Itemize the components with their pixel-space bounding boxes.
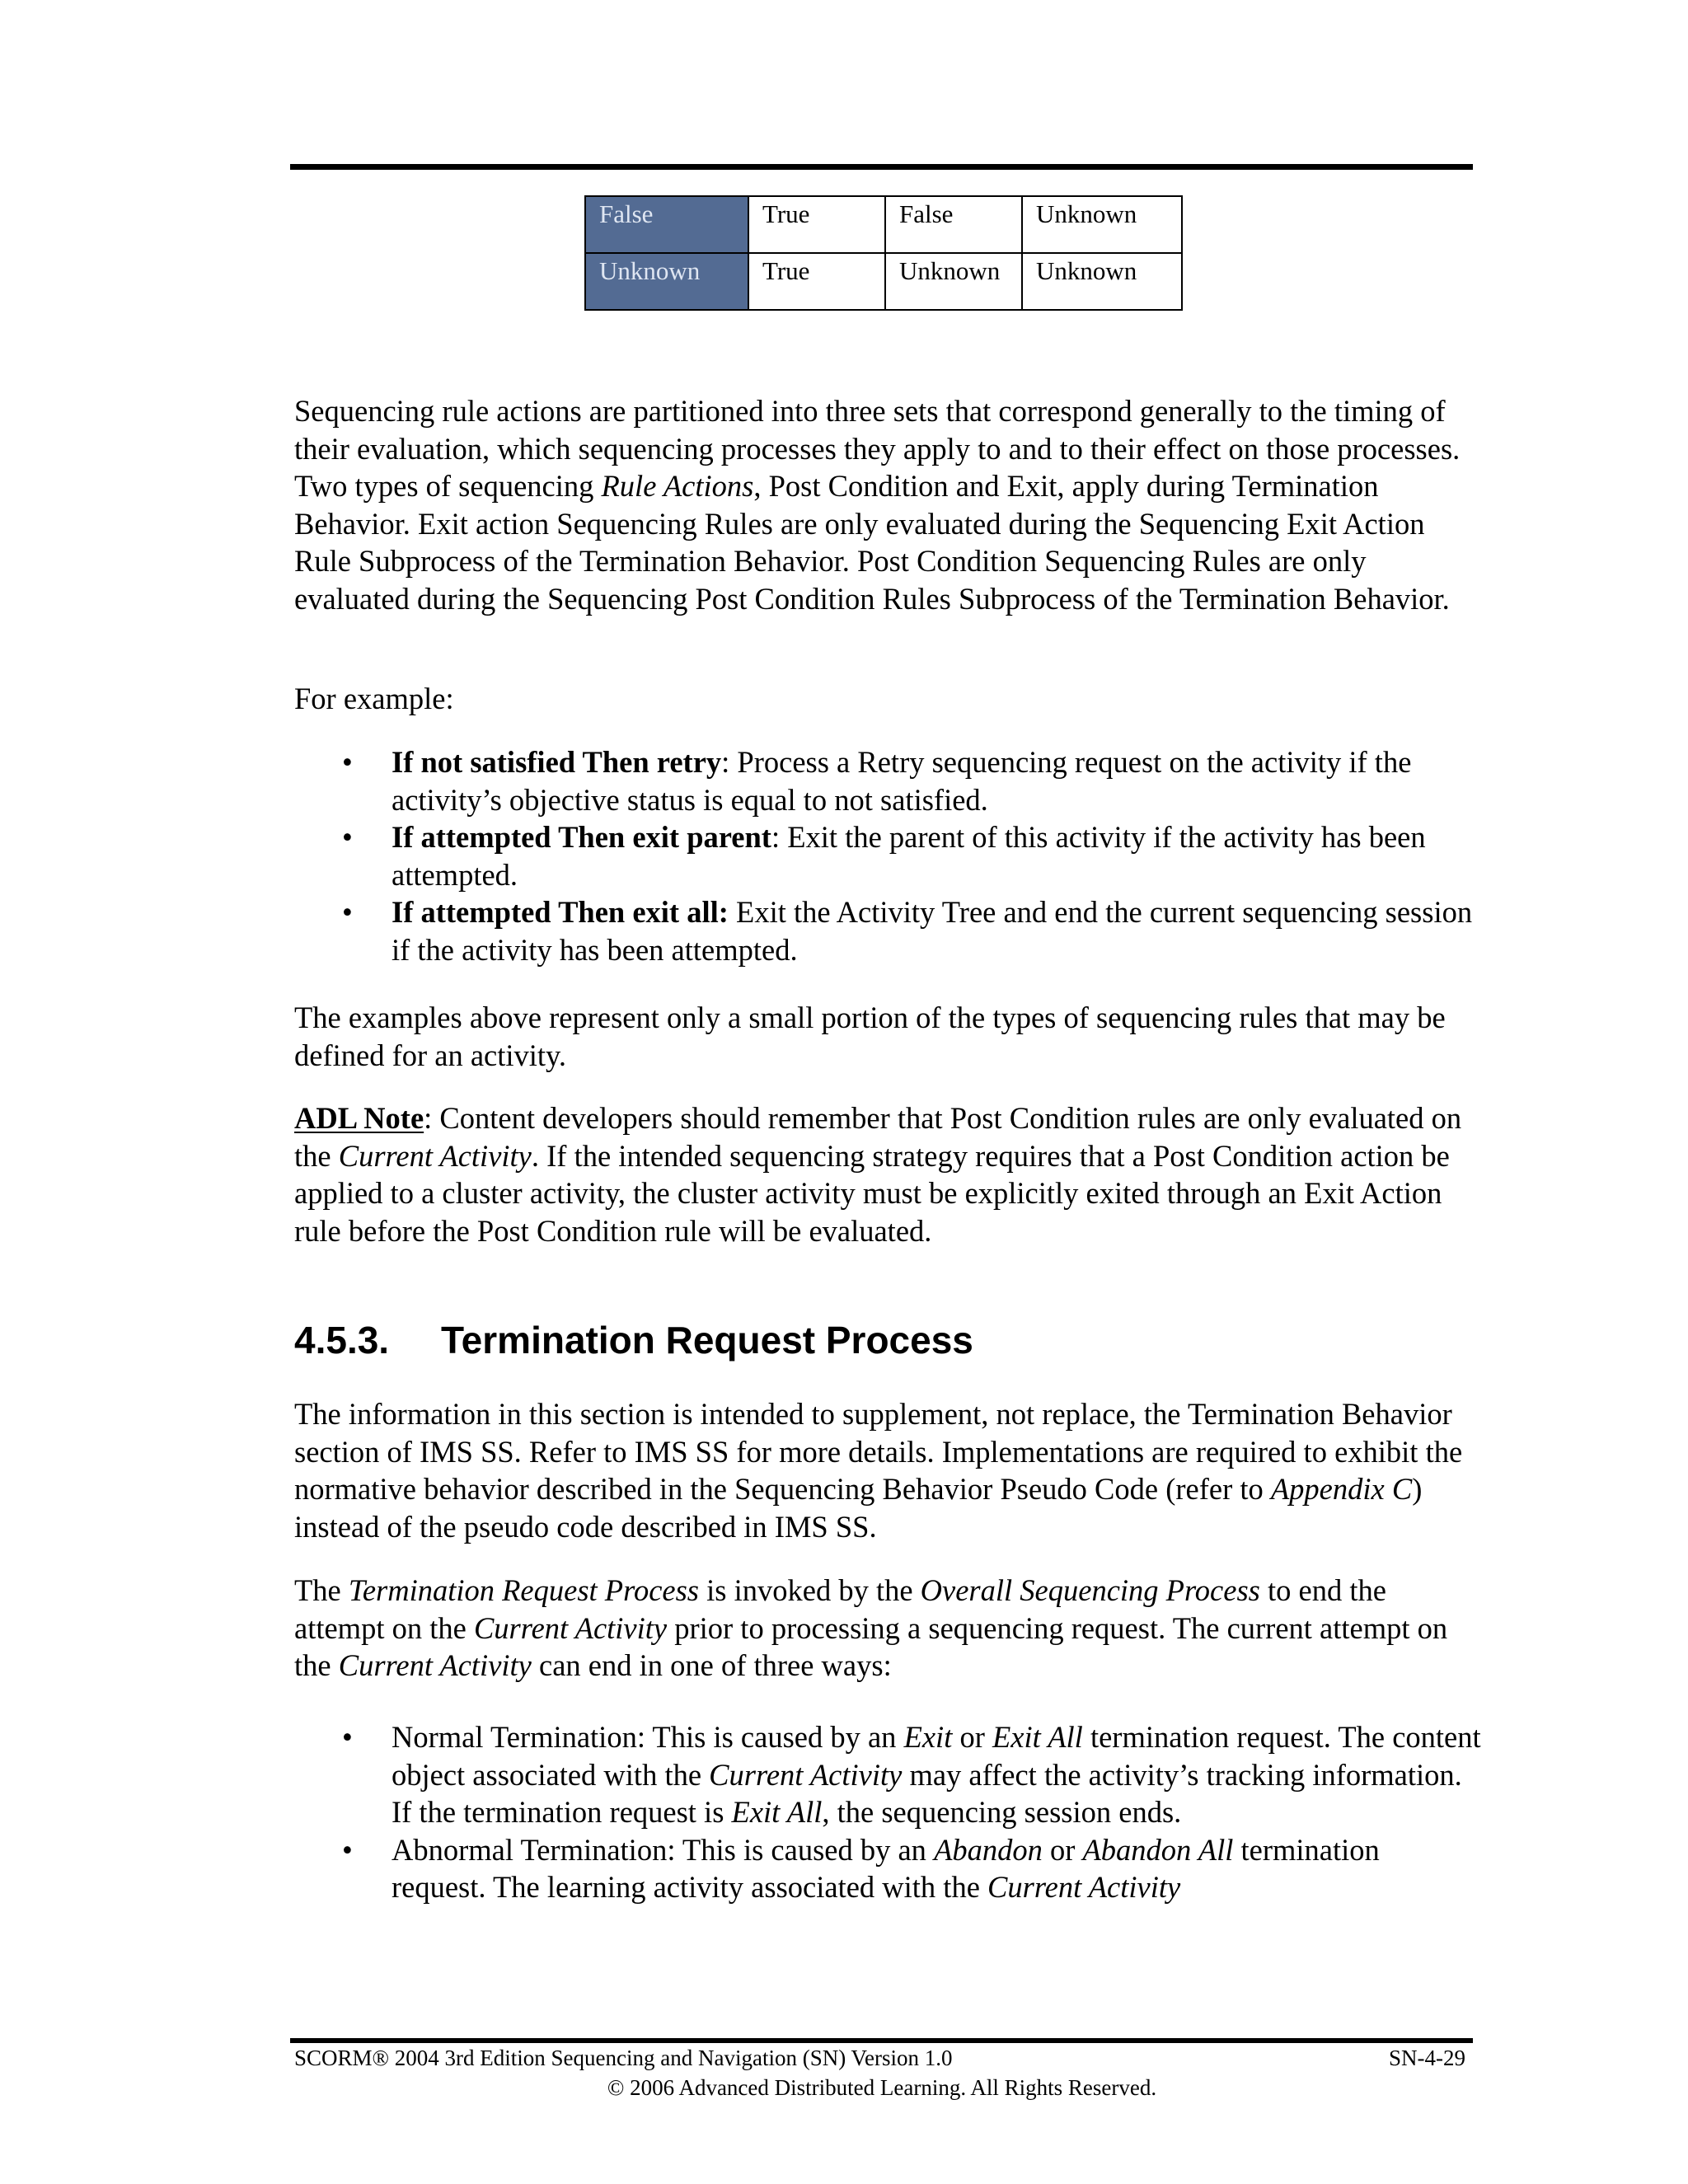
term-exit-all: Exit All [992, 1720, 1083, 1754]
text-run: can end in one of three ways: [531, 1648, 892, 1683]
table-cell: True [748, 253, 885, 310]
rule-actions-paragraph [294, 392, 1481, 618]
text-run: termination request. The content object associated with the [392, 1720, 1481, 1792]
text-run: . If the intended sequencing strategy requires that a Post Condition action be applied to a cluster activity, the cluster activity must be explicitly exited through an Exit Action rule before the Post Condition rule will be evaluated. [294, 1138, 1450, 1248]
text-run: or [1042, 1832, 1083, 1867]
rule-description: Exit the Activity Tree and end the current sequencing session if the activity has been attempted. [392, 895, 1473, 967]
termination-types-list [294, 1718, 1481, 1906]
text-run: ) instead of the pseudo code described in IMS SS. [294, 1472, 1423, 1544]
text-run: termination request. The learning activity associated with the [392, 1832, 1380, 1905]
term-exit-all: Exit All [731, 1795, 823, 1830]
table-row [585, 196, 1182, 253]
section-number: 4.5.3. [294, 1319, 390, 1361]
footer-copyright [0, 2074, 1688, 2102]
term-abandon: Abandon [934, 1832, 1043, 1867]
term-current-activity: Current Activity [709, 1757, 903, 1792]
bullet-icon: • [342, 820, 353, 855]
example-rules-list [294, 743, 1481, 969]
text-run: is invoked by the [699, 1573, 921, 1607]
list-item [294, 1718, 1481, 1831]
adl-note-label: ADL Note [294, 1101, 424, 1135]
table-row [585, 253, 1182, 310]
header-rule [290, 164, 1473, 170]
term-overall-sequencing-process: Overall Sequencing Process [920, 1573, 1260, 1607]
text-run: prior to processing a sequencing request. The current attempt on the [294, 1610, 1448, 1683]
page-number: SN-4-29 [1389, 2046, 1465, 2070]
table-cell: Unknown [885, 253, 1022, 310]
list-item [294, 893, 1481, 968]
section-title: Termination Request Process [441, 1319, 973, 1361]
examples-summary: The examples above represent only a small portion of the types of sequencing rules that may be defined for an activity. [294, 1001, 1446, 1072]
bullet-icon: • [342, 1720, 353, 1754]
text-run: , the sequencing session ends. [822, 1795, 1182, 1830]
bullet-icon: • [342, 1832, 353, 1867]
for-example-label: For example: [294, 682, 454, 715]
copyright-text: © 2006 Advanced Distributed Learning. All Rights Reserved. [607, 2075, 1157, 2100]
truth-table [584, 195, 1183, 311]
row-header: False [585, 196, 748, 253]
bullet-icon: • [342, 745, 353, 779]
text-run: The [294, 1573, 349, 1607]
footer-rule [290, 2038, 1473, 2043]
table-cell: Unknown [1022, 253, 1182, 310]
table-cell: True [748, 196, 885, 253]
section-intro-paragraph [294, 1395, 1481, 1545]
text-run: may affect the activity’s tracking information. If the termination request is [392, 1757, 1462, 1830]
section-heading [294, 1315, 973, 1365]
text-run: to end the attempt on the [294, 1573, 1386, 1645]
text-run: Normal Termination: This is caused by an [392, 1720, 904, 1754]
text-run: or [952, 1720, 992, 1754]
term-current-activity: Current Activity [338, 1138, 532, 1173]
term-current-activity: Current Activity [987, 1870, 1181, 1905]
text-run: Abnormal Termination: This is caused by an [392, 1832, 935, 1867]
term-exit: Exit [903, 1720, 953, 1754]
table-cell: Unknown [1022, 196, 1182, 253]
termination-process-paragraph [294, 1572, 1481, 1685]
text-run: , Post Condition and Exit, apply during Termination Behavior. Exit action Sequencing Rules are only evaluated during the Sequencing Exit Action Rule Subprocess of the Termination Behavior. Post Condition Sequencing Rules are only evaluated during the Sequencing Post Condition Rules Subprocess of the Termination Behavior. [294, 469, 1450, 616]
term-abandon-all: Abandon All [1082, 1832, 1234, 1867]
rule-description: : Process a Retry sequencing request on the activity if the activity’s objective status is equal to not satisfied. [392, 745, 1412, 817]
text-run: The information in this section is intended to supplement, not replace, the Termination Behavior section of IMS SS. Refer to IMS SS for more details. Implementations are required to exhibit the normative behavior described in the Sequencing Behavior Pseudo Code (refer to [294, 1397, 1463, 1507]
term-appendix-c: Appendix C [1270, 1472, 1413, 1507]
term-current-activity: Current Activity [338, 1648, 532, 1683]
list-item [294, 818, 1481, 893]
rule-name: If attempted Then exit all: [392, 895, 729, 930]
list-item [294, 743, 1481, 818]
list-item [294, 1831, 1481, 1906]
rule-description: : Exit the parent of this activity if the activity has been attempted. [392, 820, 1426, 892]
table-cell: False [885, 196, 1022, 253]
rule-name: If attempted Then exit parent [392, 820, 771, 855]
term-rule-actions: Rule Actions [601, 469, 754, 504]
text-run: Sequencing rule actions are partitioned into three sets that correspond generally to the timing of their evaluation, which sequencing processes they apply to and to their effect on those processes. Two types of sequencing [294, 394, 1461, 504]
text-run: : Content developers should remember that Post Condition rules are only evaluated on the [294, 1101, 1462, 1173]
term-termination-request-process: Termination Request Process [348, 1573, 700, 1607]
row-header: Unknown [585, 253, 748, 310]
bullet-icon: • [342, 895, 353, 930]
term-current-activity: Current Activity [473, 1610, 668, 1645]
adl-note [294, 1099, 1481, 1249]
rule-name: If not satisfied Then retry [392, 745, 722, 779]
footer-document-title: SCORM® 2004 3rd Edition Sequencing and Navigation (SN) Version 1.0 [294, 2046, 953, 2070]
